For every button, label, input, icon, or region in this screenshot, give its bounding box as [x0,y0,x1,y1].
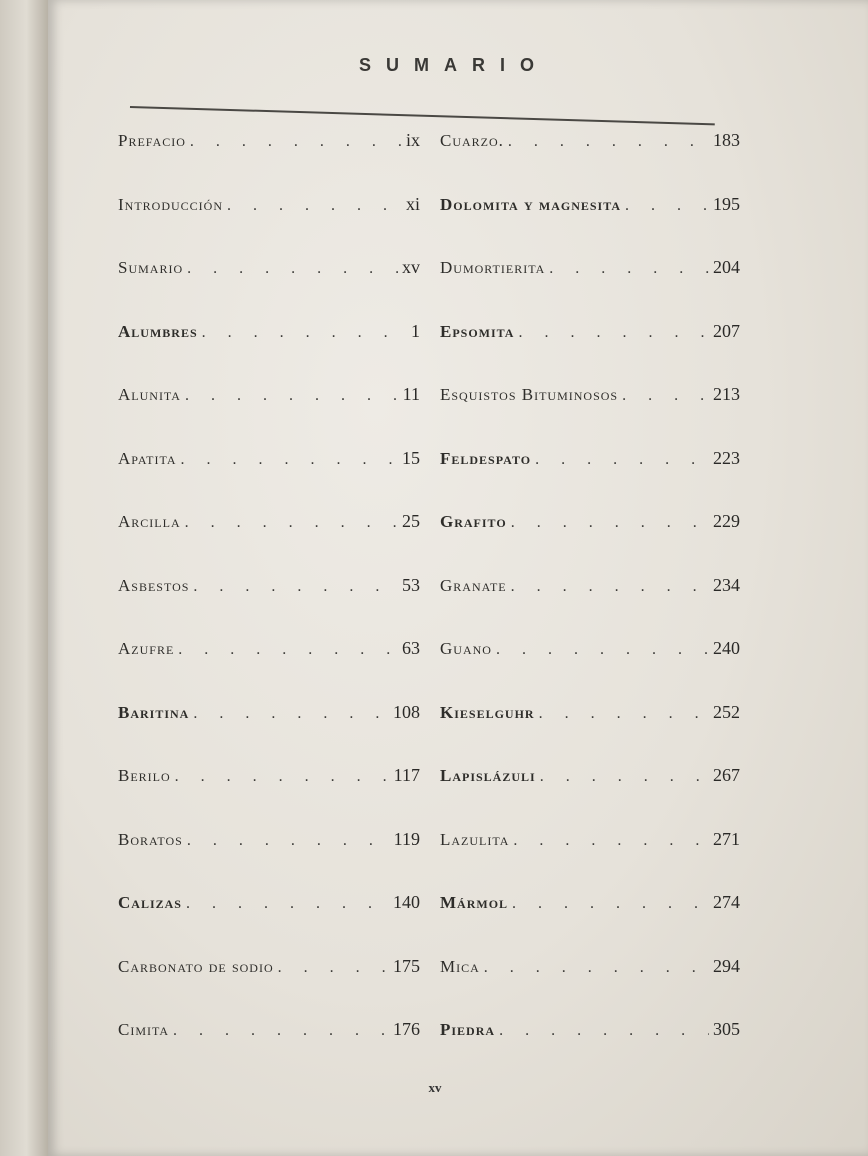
dot-leader [185,387,399,405]
dot-leader [187,832,390,850]
toc-entry-page: 108 [393,701,420,722]
dot-leader [549,260,709,278]
dot-leader [540,768,709,786]
dot-leader [187,260,398,278]
toc-entry [440,1019,740,1049]
toc-entry [118,257,420,287]
toc-entry-page: 1 [411,320,420,341]
dot-leader [622,387,709,405]
dot-leader [625,197,709,215]
toc-entry-page: 176 [393,1019,420,1039]
toc-entry [118,829,420,859]
toc-entry-page: 204 [713,257,740,277]
toc-entry-title: Cuarzo. [440,131,504,150]
toc-entry-page: xi [405,193,420,214]
toc-entry-title: Granate [440,575,507,595]
toc-entry-title: Asbestos [118,575,190,595]
toc-entry [118,384,420,414]
toc-entry-title: Boratos [118,829,183,849]
toc-entry-title: Cimita [118,1020,170,1039]
toc-entry [440,257,740,287]
toc-entry [118,321,420,351]
toc-entry-title: Calizas [118,893,182,912]
dot-leader [186,895,389,913]
toc-entry [118,511,420,541]
dot-leader [508,133,709,151]
toc-entry-page: 183 [713,130,740,150]
dot-leader [202,324,407,342]
page-title: SUMARIO [359,55,549,75]
toc-entry-page: 207 [713,320,740,341]
toc-entry [440,194,740,224]
dot-leader [175,768,390,786]
toc-entry-title: Epsomita [440,321,515,341]
toc-entry-title: Berilo [118,766,171,785]
toc-entry-title: Mica [440,956,480,976]
toc-entry-title: Dumortierita [440,258,546,277]
dot-leader [173,1022,389,1040]
toc-entry [440,575,740,605]
toc-entry-page: ix [405,130,420,150]
toc-entry-page: 223 [713,447,740,468]
toc-entry [118,575,420,605]
toc-entry-title: Alunita [118,385,181,404]
toc-entry [440,765,740,795]
dot-leader [227,197,402,215]
toc-entry-title: Carbonato de sodio [118,956,274,976]
toc-entry-page: 240 [713,638,740,658]
toc-entry [440,448,740,478]
dot-leader [535,451,709,469]
dot-leader [178,641,398,659]
toc-entry-page: 53 [402,574,420,595]
toc-entry [118,892,420,922]
toc-entry [118,194,420,224]
page-folio: xv [428,1080,442,1095]
dot-leader [511,578,709,596]
dot-leader [512,895,709,913]
toc-entry-title: Kieselguhr [440,702,535,722]
toc-entry-title: Feldespato [440,448,532,468]
dot-leader [185,514,398,532]
dot-leader [193,705,389,723]
toc-entry-title: Introducción [118,194,223,214]
toc-entry [118,448,420,478]
toc-entry-page: 140 [393,892,420,912]
toc-entry-page: 117 [393,765,420,785]
toc-entry [118,956,420,986]
dot-leader [513,832,709,850]
toc-entry [440,702,740,732]
dot-leader [499,1022,709,1040]
toc-entry [440,130,740,160]
dot-leader [511,514,709,532]
toc-entry [440,321,740,351]
toc-entry-title: Sumario [118,258,184,277]
dot-leader [190,133,402,151]
toc-entry [118,638,420,668]
toc-entry-page: 119 [393,828,420,849]
toc-entry-page: 229 [713,511,740,531]
toc-entry [118,130,420,160]
dot-leader [518,324,709,342]
toc-entry-title: Prefacio [118,131,186,150]
toc-entry-page: 234 [713,574,740,595]
toc-entry-title: Mármol [440,893,509,912]
toc-entry-page: 195 [713,193,740,214]
toc-entry [440,956,740,986]
dot-leader [181,451,398,469]
toc-entry-title: Grafito [440,512,507,531]
dot-leader [484,959,709,977]
toc-entry-page: 274 [713,892,740,912]
toc-entry-page: 294 [713,955,740,976]
toc-entry-title: Guano [440,639,492,658]
toc-entry [118,1019,420,1049]
toc-entry-title: Lazulita [440,829,510,849]
toc-entry-page: 213 [713,384,740,404]
toc-entry-title: Lapislázuli [440,766,536,785]
toc-entry [440,892,740,922]
toc-entry-title: Azufre [118,639,175,658]
toc-entry-title: Esquistos Bituminosos [440,385,619,404]
toc-entry [440,511,740,541]
toc-entry-title: Dolomita y magnesita [440,194,622,214]
toc-entry [118,765,420,795]
dot-leader [539,705,709,723]
toc-entry-page: 271 [713,828,740,849]
toc-entry [118,702,420,732]
toc-entry-title: Alumbres [118,321,198,341]
toc-entry-title: Piedra [440,1020,496,1039]
dot-leader [278,959,389,977]
toc-entry-page: 63 [402,638,420,658]
toc-entry [440,829,740,859]
page-edge [0,0,48,1156]
toc-entry-page: 305 [713,1019,740,1039]
toc-entry-page: 175 [393,955,420,976]
toc-entry [440,638,740,668]
toc-entry-title: Apatita [118,448,177,468]
dot-leader [193,578,398,596]
toc-entry-page: 11 [402,384,420,404]
toc-entry-page: 15 [402,447,420,468]
toc-entry-page: 25 [402,511,420,531]
toc-entry-title: Arcilla [118,512,181,531]
dot-leader [496,641,709,659]
toc-entry [440,384,740,414]
toc-entry-page: 252 [713,701,740,722]
toc-entry-page: xv [402,257,420,277]
toc-entry-title: Baritina [118,702,190,722]
toc-entry-page: 267 [713,765,740,785]
